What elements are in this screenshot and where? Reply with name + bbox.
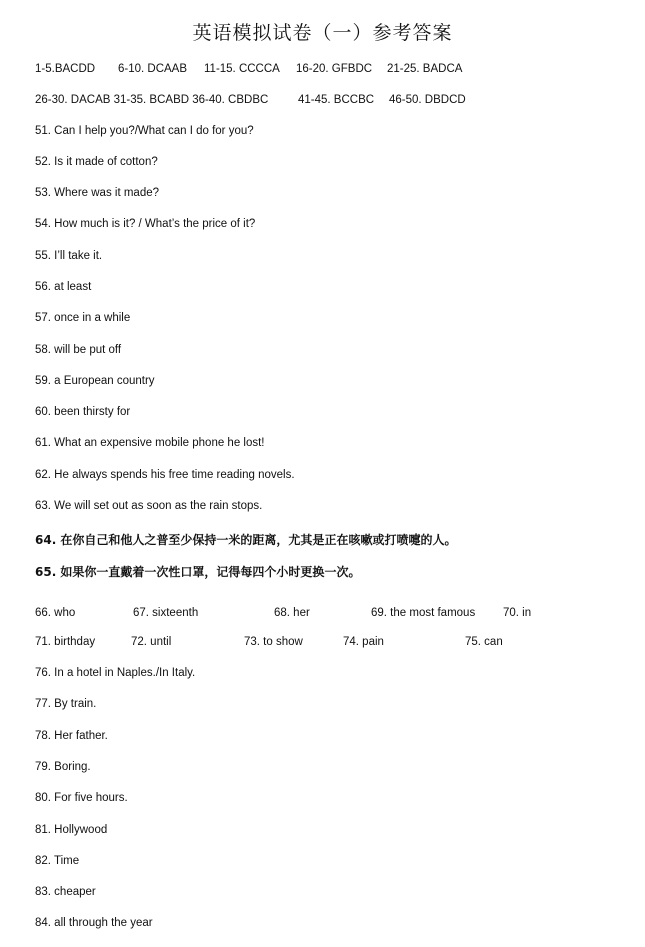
- answer-line: 62. He always spends his free time reading novels.: [35, 469, 295, 481]
- mc-group: 26-30. DACAB 31-35. BCABD 36-40. CBDBC: [35, 94, 269, 106]
- cloze-answer: 68. her: [274, 607, 310, 619]
- cloze-answer: 71. birthday: [35, 636, 96, 648]
- answer-line: 77. By train.: [35, 698, 97, 710]
- mc-row-2: [0, 94, 645, 110]
- cloze-answer: 70. in: [503, 607, 532, 619]
- answer-line: 54. How much is it? / What’s the price of it?: [35, 218, 256, 230]
- answer-line: 52. Is it made of cotton?: [35, 156, 158, 168]
- answer-line: 59. a European country: [35, 375, 155, 387]
- mc-group: 1-5.BACDD: [35, 63, 96, 75]
- answer-line: 60. been thirsty for: [35, 406, 131, 418]
- answer-line: 63. We will set out as soon as the rain stops.: [35, 500, 263, 512]
- answer-line: 80. For five hours.: [35, 792, 128, 804]
- cloze-answer: 66. who: [35, 607, 76, 619]
- answer-line: 83. cheaper: [35, 886, 96, 898]
- mc-group: 46-50. DBDCD: [389, 94, 466, 106]
- cloze-answer: 67. sixteenth: [133, 607, 199, 619]
- answer-line: 57. once in a while: [35, 312, 131, 324]
- translation-line: 64. 在你自己和他人之普至少保持一米的距离，尤其是正在咳嗽或打喷嚏的人。: [35, 533, 457, 547]
- page-title: 英语模拟试卷（一）参考答案: [192, 22, 453, 44]
- cloze-answer: 69. the most famous: [371, 607, 476, 619]
- cloze-row-1: [0, 607, 645, 623]
- cloze-answer: 75. can: [465, 636, 503, 648]
- mc-group: 6-10. DCAAB: [118, 63, 188, 75]
- answer-line: 79. Boring.: [35, 761, 91, 773]
- mc-group: 21-25. BADCA: [387, 63, 463, 75]
- mc-group: 16-20. GFBDC: [296, 63, 373, 75]
- answer-line: 51. Can I help you?/What can I do for you?: [35, 125, 254, 137]
- answer-line: 56. at least: [35, 281, 92, 293]
- answer-line: 84. all through the year: [35, 917, 153, 929]
- answer-line: 53. Where was it made?: [35, 187, 160, 199]
- answer-line: 78. Her father.: [35, 730, 108, 742]
- answer-line: 58. will be put off: [35, 344, 122, 356]
- answer-line: 55. I’ll take it.: [35, 250, 103, 262]
- cloze-row-2: [0, 636, 645, 652]
- translation-line: 65. 如果你一直戴着一次性口罩，记得每四个小时更换一次。: [35, 565, 361, 579]
- answer-line: 76. In a hotel in Naples./In Italy.: [35, 667, 196, 679]
- cloze-answer: 72. until: [131, 636, 172, 648]
- cloze-answer: 73. to show: [244, 636, 303, 648]
- answer-line: 81. Hollywood: [35, 824, 108, 836]
- mc-group: 41-45. BCCBC: [298, 94, 375, 106]
- mc-group: 11-15. CCCCA: [204, 63, 280, 75]
- answer-line: 61. What an expensive mobile phone he lost!: [35, 437, 265, 449]
- cloze-answer: 74. pain: [343, 636, 384, 648]
- answer-line: 82. Time: [35, 855, 80, 867]
- mc-row-1: [0, 63, 645, 79]
